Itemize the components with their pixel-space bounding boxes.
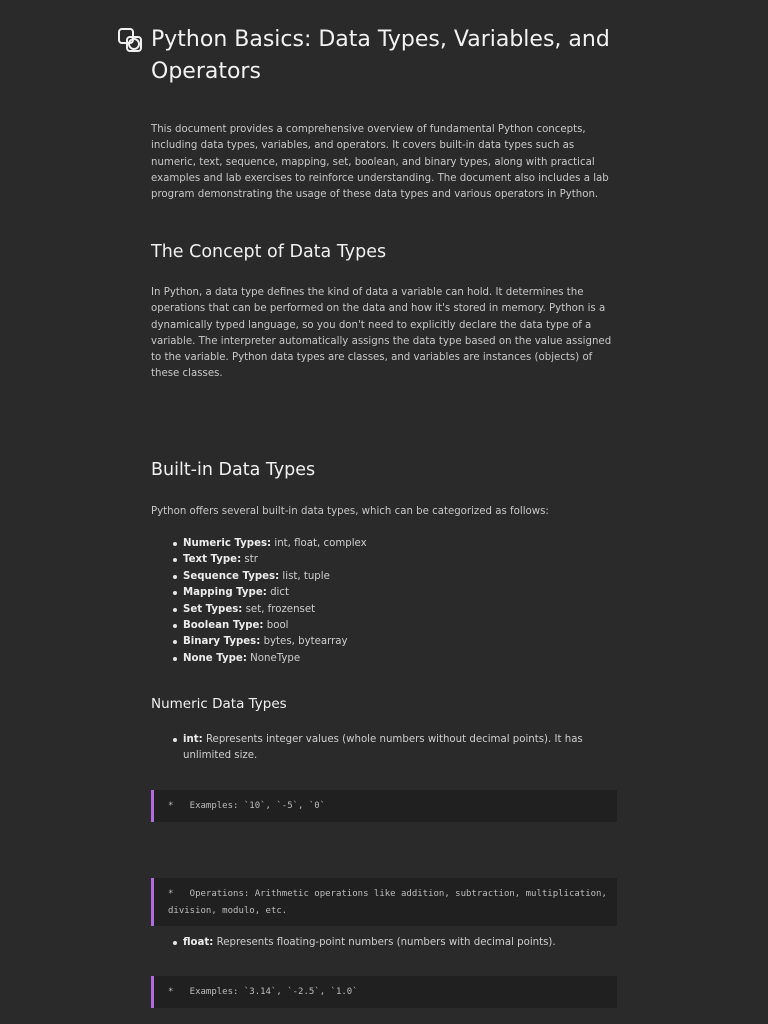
list-item: Set Types: set, frozenset	[170, 602, 620, 618]
builtin-types-list	[170, 536, 620, 667]
list-item: None Type: NoneType	[170, 651, 620, 667]
intro-paragraph: This document provides a comprehensive overview of fundamental Python concepts, including data types, variables, and operators. It covers built-in data types such as numeric, text, sequence, mapping, set, boolean, and binary types, along with practical examples and lab exercises to reinforce understanding. The document also includes a lab program demonstrating the usage of these data types and various operators in Python.	[151, 124, 609, 201]
list-item: Mapping Type: dict	[170, 585, 620, 601]
list-item: Sequence Types: list, tuple	[170, 569, 620, 585]
code-block-int-examples: * Examples: `10`, `-5`, `0`	[151, 790, 617, 822]
list-item-int: int: Represents integer values (whole numbers without decimal points). It has unlimited size.	[170, 732, 620, 765]
section-body-data-types: In Python, a data type defines the kind of data a variable can hold. It determines the operations that can be performed on the data and how it's stored in memory. Python is a dynamically typed language, so you don't need to explicitly declare the data type of a variable. The interpreter automatically assigns the data type based on the value assigned to the variable. Python data types are classes, and variables are instances (objects) of these classes.	[151, 287, 612, 380]
code-block-int-operations: * Operations: Arithmetic operations like addition, subtraction, multiplication, division, modulo, etc.	[151, 878, 617, 926]
list-item: Numeric Types: int, float, complex	[170, 536, 620, 552]
subsection-heading-numeric: Numeric Data Types	[151, 696, 287, 712]
section-body-builtin-types: Python offers several built-in data types, which can be categorized as follows:	[151, 506, 549, 517]
list-item: Text Type: str	[170, 552, 620, 568]
page-title: Python Basics: Data Types, Variables, and Operators	[151, 27, 610, 84]
numeric-float-list	[170, 935, 620, 951]
numeric-int-list	[170, 732, 620, 765]
section-heading-builtin-types: Built-in Data Types	[151, 460, 316, 480]
list-item-float: float: Represents floating-point numbers (numbers with decimal points).	[170, 935, 620, 951]
section-heading-data-types: The Concept of Data Types	[151, 242, 387, 262]
list-item: Binary Types: bytes, bytearray	[170, 634, 620, 650]
overlapping-squares-icon	[117, 27, 145, 55]
code-block-float-examples: * Examples: `3.14`, `-2.5`, `1.0`	[151, 976, 617, 1008]
list-item: Boolean Type: bool	[170, 618, 620, 634]
